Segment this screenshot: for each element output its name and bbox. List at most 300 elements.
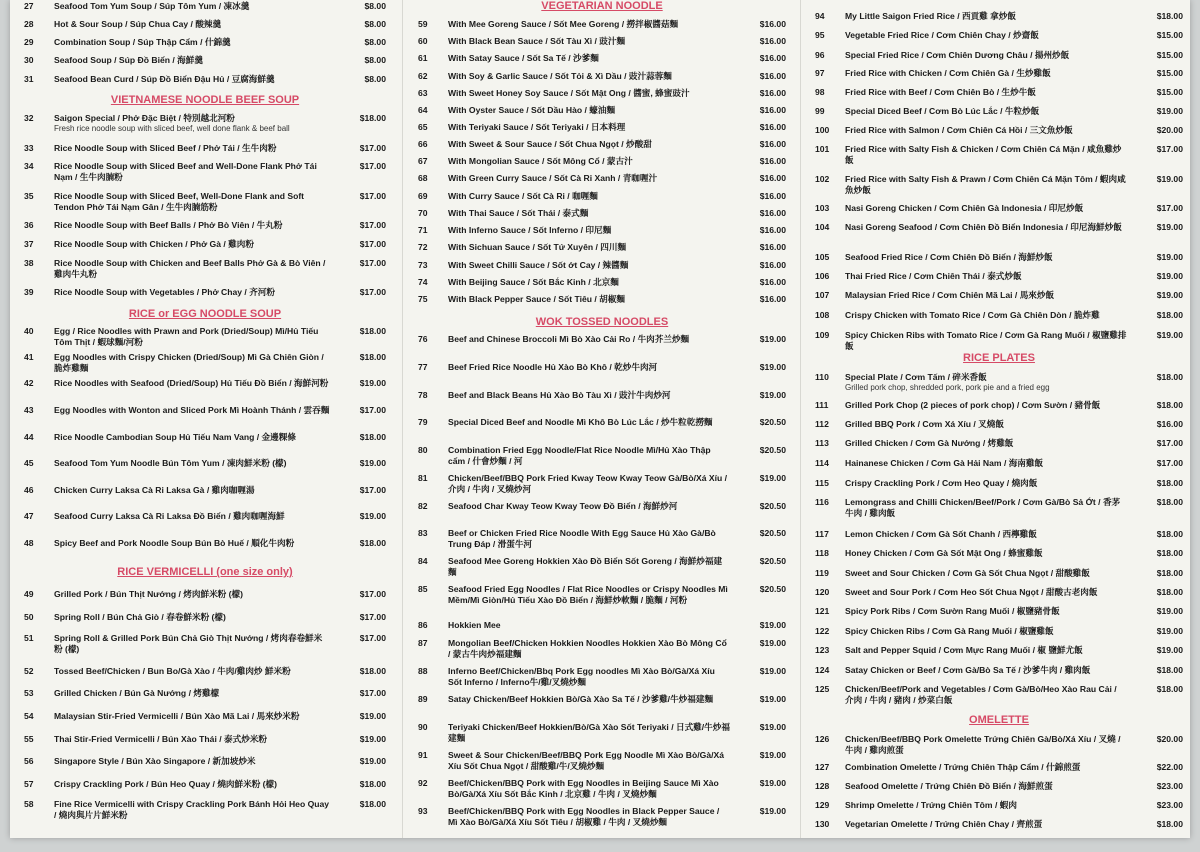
item-price: $8.00 <box>364 37 386 47</box>
item-name <box>448 584 730 605</box>
item-name <box>448 122 730 133</box>
item-number: 71 <box>418 225 428 235</box>
item-name-text: Beef/Chicken/BBQ Pork with Egg Noodles in Black Pepper Sauce / Mì Xào Bò/Gà/Xá Xíu Sốt Tiêu / 胡椒雞 / 牛肉 / 叉燒炒麵 <box>448 806 720 827</box>
item-price: $18.00 <box>1156 819 1183 829</box>
item-number: 37 <box>24 239 34 249</box>
item-name <box>54 258 330 279</box>
item-price: $18.00 <box>359 326 386 336</box>
item-name-text: Grilled Pork Chop (2 pieces of pork chop) / Cơm Sườn / 豬骨飯 <box>845 400 1101 410</box>
item-name-text: Fine Rice Vermicelli with Crispy Crackling Pork Bánh Hỏi Heo Quay / 燒肉與片片鮮米粉 <box>54 799 330 820</box>
item-number: 97 <box>815 68 825 78</box>
item-name <box>448 139 730 150</box>
item-number: 110 <box>815 372 829 382</box>
item-number: 42 <box>24 378 34 388</box>
item-number: 49 <box>24 589 34 599</box>
item-price: $17.00 <box>359 220 386 230</box>
item-price: $18.00 <box>1156 372 1183 382</box>
item-price: $20.50 <box>759 501 786 511</box>
item-name-text: Special Plate / Cơm Tấm / 碎米香飯 <box>845 372 987 382</box>
item-price: $16.00 <box>759 173 786 183</box>
item-name-text: Seafood Fried Rice / Cơm Chiên Đồ Biển / 海鮮炒飯 <box>845 252 1053 262</box>
item-name-text: My Little Saigon Fried Rice / 西貢雞 拿炒飯 <box>845 11 1016 21</box>
item-name <box>845 497 1127 518</box>
item-number: 130 <box>815 819 830 829</box>
item-number: 103 <box>815 203 830 213</box>
item-price: $19.00 <box>759 390 786 400</box>
item-name <box>845 606 1127 617</box>
item-number: 91 <box>418 750 428 760</box>
item-name <box>54 161 330 182</box>
section-heading: VEGETARIAN NOODLE <box>541 0 663 12</box>
item-name <box>448 225 730 236</box>
item-number: 29 <box>24 37 34 47</box>
item-name <box>448 36 730 47</box>
item-name-text: Thai Stir-Fried Vermicelli / Bún Xào Thái / 泰式炒米粉 <box>54 734 267 744</box>
item-name-text: Combination Fried Egg Noodle/Flat Rice Noodle Mì/Hủ Xào Thập cẩm / 什會炒麵 / 河 <box>448 445 711 466</box>
item-price: $17.00 <box>1156 438 1183 448</box>
item-name <box>54 405 330 416</box>
item-name-text: Fried Rice with Chicken / Cơm Chiên Gà / 生炒雞飯 <box>845 68 1051 78</box>
item-name-text: Shrimp Omelette / Trứng Chiên Tôm / 蝦肉 <box>845 800 1017 810</box>
item-name-text: Beef Fried Rice Noodle Hủ Xào Bò Khô / 乾炒牛肉河 <box>448 362 658 372</box>
item-name <box>845 665 1127 676</box>
item-price: $18.00 <box>1156 400 1183 410</box>
item-name <box>448 156 730 167</box>
item-price: $19.00 <box>1156 645 1183 655</box>
item-name <box>845 222 1127 233</box>
item-price: $19.00 <box>1156 271 1183 281</box>
item-number: 50 <box>24 612 34 622</box>
item-name-text: Vegetable Fried Rice / Cơm Chiên Chay / 炒齋飯 <box>845 30 1039 40</box>
item-number: 33 <box>24 143 34 153</box>
item-number: 105 <box>815 252 830 262</box>
item-price: $18.00 <box>1156 310 1183 320</box>
item-number: 79 <box>418 417 428 427</box>
item-name <box>54 688 330 699</box>
item-number: 46 <box>24 485 34 495</box>
item-name <box>448 620 730 631</box>
item-name <box>54 756 330 767</box>
item-name-text: Malaysian Stir-Fried Vermicelli / Bún Xào Mã Lai / 馬來炒米粉 <box>54 711 300 721</box>
item-name <box>448 53 730 64</box>
item-price: $16.00 <box>759 294 786 304</box>
item-name <box>54 143 330 154</box>
item-price: $19.00 <box>759 638 786 648</box>
item-price: $16.00 <box>759 105 786 115</box>
item-price: $20.50 <box>759 556 786 566</box>
item-price: $16.00 <box>759 71 786 81</box>
item-number: 53 <box>24 688 34 698</box>
item-price: $19.00 <box>359 511 386 521</box>
item-name-text: Seafood Char Kway Teow Kway Teow Đồ Biển / 海鮮炒河 <box>448 501 678 511</box>
item-name-text: With Black Bean Sauce / Sốt Tàu Xì / 豉汁麵 <box>448 36 626 46</box>
item-name-text: With Curry Sauce / Sốt Cà Ri / 咖喱麵 <box>448 191 598 201</box>
item-name-text: Nasi Goreng Chicken / Cơm Chiên Gà Indonesia / 印尼炒飯 <box>845 203 1084 213</box>
item-name <box>448 19 730 30</box>
item-name <box>448 806 730 827</box>
item-name-text: Rice Noodle Soup with Chicken and Beef Balls Phở Gà & Bò Viên / 雞肉牛丸粉 <box>54 258 326 279</box>
item-name <box>845 87 1127 98</box>
item-name-text: Seafood Soup / Súp Đồ Biển / 海鮮羹 <box>54 55 203 65</box>
item-price: $18.00 <box>1156 568 1183 578</box>
item-name-text: Crispy Chicken with Tomato Rice / Cơm Gà Chiên Dòn / 脆炸雞 <box>845 310 1100 320</box>
item-name <box>54 666 330 677</box>
item-number: 88 <box>418 666 428 676</box>
item-price: $16.00 <box>759 139 786 149</box>
item-number: 80 <box>418 445 428 455</box>
item-number: 30 <box>24 55 34 65</box>
item-name <box>448 666 730 687</box>
item-name-text: With Green Curry Sauce / Sốt Cà Ri Xanh / 青咖喱汁 <box>448 173 658 183</box>
item-name <box>54 485 330 496</box>
item-number: 72 <box>418 242 428 252</box>
item-number: 99 <box>815 106 825 116</box>
item-price: $19.00 <box>759 778 786 788</box>
item-name-text: With Mee Goreng Sauce / Sốt Mee Goreng / 撈拌椒醬菇麵 <box>448 19 679 29</box>
item-number: 116 <box>815 497 829 507</box>
item-name <box>448 173 730 184</box>
item-number: 43 <box>24 405 34 415</box>
item-price: $18.00 <box>1156 529 1183 539</box>
item-name <box>845 529 1127 540</box>
item-name <box>448 750 730 771</box>
item-name-text: Singapore Style / Bún Xào Singapore / 新加坡炒米 <box>54 756 256 766</box>
item-number: 96 <box>815 50 825 60</box>
item-number: 111 <box>815 400 829 410</box>
item-name <box>845 587 1127 598</box>
item-name-text: Saigon Special / Phở Đặc Biệt / 特別越北河粉 <box>54 113 235 123</box>
item-name-text: Crispy Crackling Pork / Cơm Heo Quay / 燒肉飯 <box>845 478 1038 488</box>
item-price: $18.00 <box>1156 478 1183 488</box>
item-price: $19.00 <box>359 734 386 744</box>
item-name <box>448 556 730 577</box>
item-number: 48 <box>24 538 34 548</box>
item-price: $17.00 <box>359 612 386 622</box>
item-name <box>448 445 730 466</box>
item-price: $20.00 <box>1156 125 1183 135</box>
item-name-text: Spicy Pork Ribs / Cơm Sườn Rang Muối / 椒鹽豬骨飯 <box>845 606 1060 616</box>
item-name-text: Malaysian Fried Rice / Cơm Chiên Mã Lai / 馬來炒飯 <box>845 290 1055 300</box>
item-name-text: Spring Roll / Bún Chả Giò / 春卷鮮米粉 (檬) <box>54 612 226 622</box>
item-price: $8.00 <box>364 19 386 29</box>
item-price: $23.00 <box>1156 800 1183 810</box>
item-name-text: Rice Noodle Soup with Sliced Beef / Phở Tái / 生牛肉粉 <box>54 143 277 153</box>
item-name <box>54 734 330 745</box>
item-name <box>54 799 330 820</box>
item-number: 89 <box>418 694 428 704</box>
item-name <box>845 626 1127 637</box>
item-price: $16.00 <box>759 260 786 270</box>
item-name <box>845 144 1127 165</box>
item-name-text: Inferno Beef/Chicken/Bbq Pork Egg noodles Mì Xào Bò/Gà/Xá Xíu Sốt Inferno / Inferno牛/雞/叉燒炒麵 <box>448 666 715 687</box>
item-name-text: Fried Rice with Salty Fish & Prawn / Cơm Chiên Cá Mặn Tôm / 蝦肉咸魚炒飯 <box>845 174 1126 195</box>
item-price: $18.00 <box>359 538 386 548</box>
item-name-text: Seafood Mee Goreng Hokkien Xào Đồ Biển Sốt Goreng / 海鮮炒福建麵 <box>448 556 723 577</box>
item-price: $17.00 <box>359 161 386 171</box>
item-number: 114 <box>815 458 829 468</box>
item-name-text: Fried Rice with Salmon / Cơm Chiên Cá Hồi / 三文魚炒飯 <box>845 125 1073 135</box>
item-number: 115 <box>815 478 829 488</box>
item-price: $18.00 <box>1156 548 1183 558</box>
menu-sheet <box>10 0 1190 838</box>
item-name-text: With Oyster Sauce / Sốt Dầu Hào / 蠔油麵 <box>448 105 616 115</box>
item-name-text: Hot & Sour Soup / Súp Chua Cay / 酸辣羹 <box>54 19 222 29</box>
item-number: 38 <box>24 258 34 268</box>
item-name-text: Spicy Beef and Pork Noodle Soup Bún Bò Huế / 順化牛肉粉 <box>54 538 295 548</box>
item-number: 94 <box>815 11 825 21</box>
item-number: 55 <box>24 734 34 744</box>
item-name <box>448 528 730 549</box>
item-name <box>845 684 1127 705</box>
item-price: $18.00 <box>1156 684 1183 694</box>
item-name-text: Mongolian Beef/Chicken Hokkien Noodles Hokkien Xào Bò Mông Cổ / 蒙古牛肉炒福建麵 <box>448 638 727 659</box>
item-name-text: Seafood Tom Yum Soup / Súp Tôm Yum / 凍冰羹 <box>54 1 250 11</box>
item-name <box>845 548 1127 559</box>
item-price: $20.50 <box>759 445 786 455</box>
item-number: 69 <box>418 191 428 201</box>
item-name <box>448 694 730 705</box>
item-name-text: Rice Noodle Soup with Beef Balls / Phở Bò Viên / 牛丸粉 <box>54 220 283 230</box>
item-name-text: Seafood Bean Curd / Súp Đồ Biển Đậu Hủ / 豆腐海鮮羹 <box>54 74 275 84</box>
item-number: 90 <box>418 722 428 732</box>
item-number: 119 <box>815 568 829 578</box>
item-name <box>448 242 730 253</box>
item-number: 121 <box>815 606 830 616</box>
section-heading: RICE or EGG NOODLE SOUP <box>128 308 282 320</box>
item-name <box>448 71 730 82</box>
item-name-text: With Satay Sauce / Sốt Sa Tế / 沙爹麵 <box>448 53 599 63</box>
item-price: $15.00 <box>1156 68 1183 78</box>
item-price: $18.00 <box>1156 587 1183 597</box>
item-name-text: Satay Chicken or Beef / Cơm Gà/Bò Sa Tế / 沙爹牛肉 / 雞肉飯 <box>845 665 1091 675</box>
item-name-text: Egg / Rice Noodles with Prawn and Pork (Dried/Soup) Mì/Hủ Tiếu Tôm Thịt / 蝦球麵/河粉 <box>54 326 319 347</box>
item-number: 40 <box>24 326 34 336</box>
item-price: $15.00 <box>1156 50 1183 60</box>
item-number: 78 <box>418 390 428 400</box>
item-price: $16.00 <box>759 277 786 287</box>
item-number: 68 <box>418 173 428 183</box>
item-number: 58 <box>24 799 34 809</box>
item-description: Fresh rice noodle soup with sliced beef, well done flank & beef ball <box>54 123 290 133</box>
item-price: $17.00 <box>359 485 386 495</box>
section-heading: RICE VERMICELLI (one size only) <box>117 566 293 578</box>
item-name <box>845 330 1127 351</box>
item-number: 35 <box>24 191 34 201</box>
item-name <box>54 711 330 722</box>
item-number: 109 <box>815 330 830 340</box>
item-price: $20.50 <box>759 584 786 594</box>
item-name-text: With Sweet & Sour Sauce / Sốt Chua Ngọt / 炒酸甜 <box>448 139 652 149</box>
item-name <box>448 417 730 428</box>
item-name <box>845 781 1127 792</box>
item-name <box>845 734 1127 755</box>
item-price: $17.00 <box>359 191 386 201</box>
item-name <box>845 125 1127 136</box>
section-heading: RICE PLATES <box>963 352 1035 364</box>
item-name <box>54 326 330 347</box>
item-price: $20.50 <box>759 528 786 538</box>
item-name-text: With Inferno Sauce / Sốt Inferno / 印尼麵 <box>448 225 612 235</box>
item-name-text: Chicken/Beef/BBQ Pork Omelette Trứng Chiên Gà/Bò/Xá Xíu / 叉燒 / 牛肉 / 雞肉煎蛋 <box>845 734 1121 755</box>
item-description: Grilled pork chop, shredded pork, pork pie and a fried egg <box>845 382 1050 392</box>
item-number: 108 <box>815 310 830 320</box>
item-name-text: Tossed Beef/Chicken / Bun Bo/Gà Xào / 牛肉/雞肉炒 鮮米粉 <box>54 666 291 676</box>
item-name <box>845 438 1127 449</box>
item-name <box>845 271 1127 282</box>
item-number: 95 <box>815 30 825 40</box>
item-price: $16.00 <box>759 156 786 166</box>
item-name-text: With Sweet Honey Soy Sauce / Sốt Mật Ong / 醬蜜, 蜂蜜豉汁 <box>448 88 690 98</box>
item-name-text: Rice Noodle Soup with Vegetables / Phở Chay / 齐河粉 <box>54 287 275 297</box>
item-price: $19.00 <box>759 806 786 816</box>
item-number: 32 <box>24 113 34 123</box>
item-price: $18.00 <box>359 113 386 123</box>
item-name <box>54 55 330 66</box>
item-number: 122 <box>815 626 830 636</box>
item-price: $16.00 <box>759 88 786 98</box>
item-name-text: Sweet and Sour Chicken / Cơm Gà Sốt Chua Ngọt / 甜酸雞飯 <box>845 568 1090 578</box>
item-name <box>448 294 730 305</box>
item-number: 117 <box>815 529 829 539</box>
item-name-text: Rice Noodle Soup with Sliced Beef, Well-Done Flank and Soft Tendon Phở Tái Nạm Gân / 生牛肉腩筋粉 <box>54 191 305 212</box>
item-name-text: Hokkien Mee <box>448 620 501 630</box>
item-number: 118 <box>815 548 829 558</box>
item-name <box>448 778 730 799</box>
item-price: $15.00 <box>1156 87 1183 97</box>
item-price: $19.00 <box>1156 106 1183 116</box>
item-number: 112 <box>815 419 829 429</box>
item-name <box>448 208 730 219</box>
item-number: 73 <box>418 260 428 270</box>
item-number: 77 <box>418 362 428 372</box>
item-name <box>54 19 330 30</box>
item-name <box>54 779 330 790</box>
item-number: 70 <box>418 208 428 218</box>
item-number: 34 <box>24 161 34 171</box>
item-number: 60 <box>418 36 428 46</box>
item-name-text: Rice Noodles with Seafood (Dried/Soup) Hủ Tiếu Đồ Biển / 海鮮河粉 <box>54 378 329 388</box>
item-name <box>448 722 730 743</box>
item-name-text: With Soy & Garlic Sauce / Sốt Tỏi & Xì Dầu / 豉汁蒜蓉麵 <box>448 71 672 81</box>
item-name-text: With Black Pepper Sauce / Sốt Tiêu / 胡椒麵 <box>448 294 625 304</box>
item-price: $20.00 <box>1156 734 1183 744</box>
item-price: $16.00 <box>759 36 786 46</box>
item-price: $19.00 <box>359 458 386 468</box>
item-number: 126 <box>815 734 830 744</box>
fold-line <box>402 0 403 838</box>
item-name-text: With Sichuan Sauce / Sốt Tứ Xuyên / 四川麵 <box>448 242 627 252</box>
item-number: 41 <box>24 352 34 362</box>
item-name-text: Sweet & Sour Chicken/Beef/BBQ Pork Egg Noodle Mì Xào Bò/Gà/Xá Xíu Sốt Chua Ngọt / 甜酸雞/牛/叉燒炒麵 <box>448 750 725 771</box>
item-name <box>845 290 1127 301</box>
item-name-text: Combination Omelette / Trứng Chiên Thập Cẩm / 什錦煎蛋 <box>845 762 1081 772</box>
item-name <box>845 568 1127 579</box>
item-price: $20.50 <box>759 417 786 427</box>
item-name <box>845 30 1127 41</box>
item-name-text: Fried Rice with Beef / Cơm Chiên Bò / 生炒牛飯 <box>845 87 1036 97</box>
item-name <box>845 252 1127 263</box>
item-name <box>845 645 1127 656</box>
item-number: 31 <box>24 74 34 84</box>
item-price: $17.00 <box>359 287 386 297</box>
item-number: 81 <box>418 473 428 483</box>
item-price: $19.00 <box>1156 606 1183 616</box>
item-price: $19.00 <box>759 666 786 676</box>
item-number: 52 <box>24 666 34 676</box>
item-name-text: Egg Noodles with Wonton and Sliced Pork Mì Hoành Thánh / 雲吞麵 <box>54 405 330 415</box>
item-name <box>845 478 1127 489</box>
item-name <box>845 106 1127 117</box>
item-number: 74 <box>418 277 428 287</box>
item-price: $19.00 <box>1156 252 1183 262</box>
item-name-text: With Sweet Chilli Sauce / Sốt ớt Cay / 辣醬麵 <box>448 260 629 270</box>
item-price: $19.00 <box>759 750 786 760</box>
item-name-text: Lemongrass and Chilli Chicken/Beef/Pork / Cơm Gà/Bò Sả Ớt / 香茅牛肉 / 雞肉飯 <box>845 497 1121 518</box>
item-number: 51 <box>24 633 34 643</box>
item-name <box>54 220 330 231</box>
item-number: 104 <box>815 222 830 232</box>
item-name <box>448 390 730 401</box>
item-name-text: Honey Chicken / Cơm Gà Sốt Mật Ong / 蜂蜜雞飯 <box>845 548 1043 558</box>
item-price: $19.00 <box>759 473 786 483</box>
item-name <box>54 612 330 623</box>
item-name <box>448 260 730 271</box>
item-number: 39 <box>24 287 34 297</box>
item-name <box>54 432 330 443</box>
item-price: $19.00 <box>359 756 386 766</box>
item-name-text: Rice Noodle Soup with Sliced Beef and Well-Done Flank Phở Tái Nạm / 生牛肉腩粉 <box>54 161 317 182</box>
item-price: $19.00 <box>1156 330 1183 340</box>
item-number: 64 <box>418 105 428 115</box>
item-number: 45 <box>24 458 34 468</box>
item-price: $8.00 <box>364 1 386 11</box>
item-price: $17.00 <box>359 239 386 249</box>
item-price: $19.00 <box>759 362 786 372</box>
item-number: 87 <box>418 638 428 648</box>
item-price: $19.00 <box>1156 290 1183 300</box>
item-price: $18.00 <box>359 352 386 362</box>
item-name <box>54 352 330 373</box>
item-number: 129 <box>815 800 830 810</box>
item-number: 59 <box>418 19 428 29</box>
item-name-text: Chicken/Beef/Pork and Vegetables / Cơm Gà/Bò/Heo Xào Rau Cải / 介肉 / 牛肉 / 豬肉 / 炒菜白飯 <box>845 684 1117 705</box>
item-price: $22.00 <box>1156 762 1183 772</box>
item-number: 120 <box>815 587 830 597</box>
item-name-text: Seafood Curry Laksa Cà Ri Laksa Đồ Biển / 雞肉咖喱海鮮 <box>54 511 285 521</box>
item-number: 66 <box>418 139 428 149</box>
item-price: $8.00 <box>364 55 386 65</box>
item-price: $17.00 <box>359 589 386 599</box>
item-price: $19.00 <box>759 620 786 630</box>
item-name <box>845 50 1127 61</box>
item-name-text: With Mongolian Sauce / Sốt Mông Cổ / 蒙古汁 <box>448 156 633 166</box>
item-number: 56 <box>24 756 34 766</box>
item-price: $16.00 <box>759 122 786 132</box>
item-number: 75 <box>418 294 428 304</box>
item-price: $19.00 <box>359 711 386 721</box>
item-number: 113 <box>815 438 829 448</box>
item-number: 123 <box>815 645 830 655</box>
item-name-text: Special Diced Beef / Cơm Bò Lúc Lắc / 牛粒炒飯 <box>845 106 1040 116</box>
item-number: 98 <box>815 87 825 97</box>
item-name <box>54 458 330 469</box>
item-name-text: Teriyaki Chicken/Beef Hokkien/Bò/Gà Xào Sốt Teriyaki / 日式雞/牛炒福建麵 <box>448 722 730 743</box>
item-name <box>845 68 1127 79</box>
item-number: 83 <box>418 528 428 538</box>
item-name <box>448 191 730 202</box>
item-name <box>845 11 1127 22</box>
item-name-text: Satay Chicken/Beef Hokkien Bò/Gà Xào Sa Tế / 沙爹雞/牛炒福建麵 <box>448 694 714 704</box>
